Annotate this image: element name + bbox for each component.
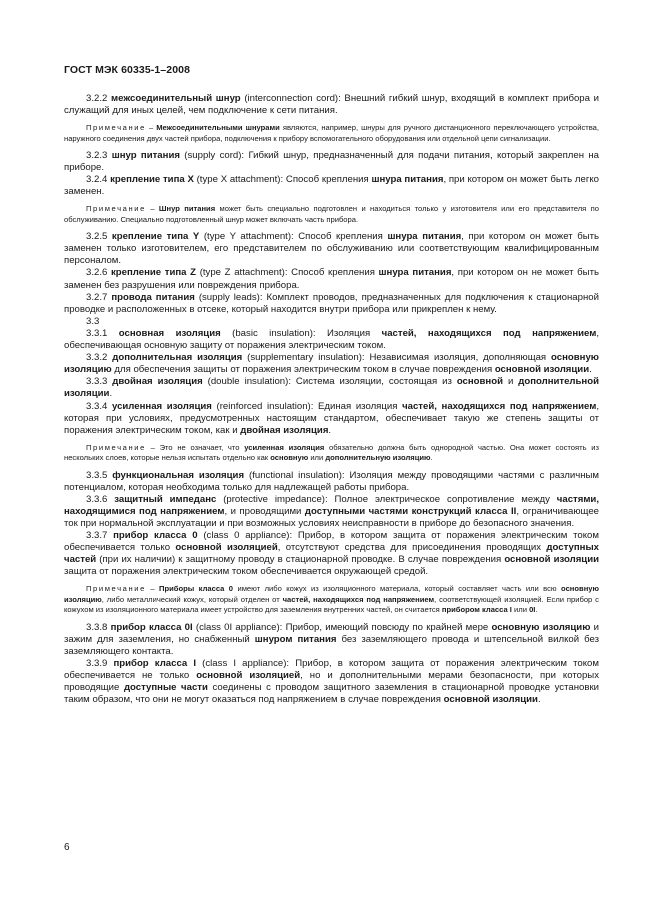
body-text: (protective impedance): Полное электрическое сопротивление между: [216, 493, 557, 505]
body-text: 3.3.1: [86, 327, 119, 339]
term-text: дополнительной изоляции: [64, 376, 599, 400]
body-text: являются, например, шнуры для ручного дистанционного переключающего устройства, наружного соединения двух частей прибора, подключения к прибору вспомогательного оборудования или отдельной цепи сигнализации.: [64, 123, 600, 143]
note-paragraph: [64, 204, 599, 225]
term-text: основной изоляции: [504, 554, 600, 566]
definition-paragraph: [64, 328, 599, 352]
definition-paragraph: [64, 530, 599, 578]
term-text: основной изоляции: [443, 694, 538, 706]
body-text: .: [589, 364, 592, 376]
body-text: , отсутствуют средства для присоединения проводящих: [277, 542, 547, 554]
term-text: двойная изоляция: [112, 376, 203, 388]
term-text: 0I: [529, 605, 536, 615]
page-header: ГОСТ МЭК 60335-1–2008: [64, 64, 191, 76]
term-text: двойная изоляция: [240, 424, 329, 436]
note-label: Примечание: [86, 442, 146, 452]
definition-paragraph: [64, 93, 599, 117]
body-text: (class I appliance): Прибор, в котором защита от поражения электрическим током обеспечивается не только: [64, 657, 599, 682]
term-text: крепление типа Y: [111, 231, 200, 243]
definition-paragraph: [64, 316, 599, 328]
term-text: основную изоляцию: [491, 621, 591, 633]
body-text: 3.3.9: [86, 657, 114, 669]
term-text: усиленная изоляция: [244, 442, 325, 452]
body-text: .: [430, 453, 433, 463]
body-text: или: [308, 453, 326, 463]
body-text: для обеспечения защиты от поражения электрическим током в случае повреждения: [111, 364, 495, 376]
term-text: прибор класса 0: [113, 530, 198, 542]
term-text: основную: [270, 453, 309, 463]
term-text: доступными частями конструкций класса II: [304, 505, 517, 517]
note-label: Примечание: [86, 204, 146, 214]
body-text: защита от поражения электрическим током обеспечивается окружающей средой.: [64, 566, 429, 578]
term-text: провода питания: [111, 291, 195, 303]
term-text: функциональная изоляция: [112, 469, 245, 481]
body-text: (type Y attachment): Способ крепления: [199, 231, 388, 243]
term-text: основной изоляцией: [196, 670, 301, 682]
body-text: без заземляющего провода и штепсельной вилкой без заземляющего контакта.: [64, 633, 600, 657]
term-text: дополнительная изоляция: [112, 352, 243, 364]
term-text: межсоединительный шнур: [111, 93, 241, 104]
term-text: прибор класса 0I: [110, 621, 193, 633]
term-text: частями, находящимися под напряжением: [64, 493, 599, 517]
body-text: (class 0 appliance): Прибор, в котором защита от поражения электрическим током обеспечивается только: [64, 530, 599, 554]
body-text: (type Z attachment): Способ крепления: [196, 267, 379, 279]
body-text: 3.3.7: [86, 530, 114, 542]
body-text: –: [145, 204, 159, 214]
term-text: Шнур питания: [158, 204, 216, 214]
body-text: , ограничивающее ток при нормальной эксплуатации и при возможных условиях неисправности в приборе до безопасного значения.: [64, 505, 599, 529]
body-text: .: [109, 388, 113, 400]
body-text: (при их наличии) к защитному проводу в стационарной проводке. В случае повреждения: [96, 554, 505, 566]
definition-paragraph: [64, 622, 599, 658]
term-text: Межсоединительными шнурами: [156, 123, 280, 133]
definition-paragraph: [64, 470, 599, 494]
term-text: основную изоляцию: [64, 352, 599, 376]
note-label: Примечание: [86, 123, 146, 133]
body-text: 3.3: [86, 315, 100, 327]
term-text: основной изоляции: [494, 364, 590, 376]
body-text: –: [145, 123, 157, 133]
term-text: шнура питания: [378, 267, 452, 279]
term-text: шнура питания: [387, 231, 462, 243]
term-text: шнур питания: [111, 150, 180, 161]
body-text: или: [511, 605, 530, 615]
body-text: 3.3.2: [86, 352, 113, 364]
body-text: , и проводящими: [224, 505, 305, 517]
body-text: , соответствующей изоляцией. Если прибор с кожухом из изоляционного материала имеет устройство для заземления внутренних частей, он считается: [64, 594, 599, 615]
body-text: , при котором он может быть заменен только изготовителем, его представителем по обслуживанию или соответствующим квалифицированным персоналом.: [64, 231, 599, 267]
term-text: крепление типа Z: [111, 267, 197, 279]
body-text: (basic insulation): Изоляция: [220, 327, 382, 339]
note-paragraph: [64, 123, 599, 144]
body-text: 3.2.3: [86, 150, 112, 161]
body-text: соединены с проводом защитного заземления в стационарной проводке установки таким образом, что они не могут оказаться под напряжением в случае повреждения: [64, 682, 600, 706]
term-text: частей, находящихся под напряжением: [381, 327, 597, 339]
body-text: , которая при условиях, предусмотренных настоящим стандартом, обеспечивает такую же степень защиты от поражения электрическим током, как и: [64, 400, 599, 436]
term-text: дополнительную изоляцию: [325, 453, 431, 463]
definition-paragraph: [64, 292, 599, 316]
body-text: (type X attachment): Способ крепления: [193, 174, 372, 186]
body-text: 3.3.6: [86, 493, 115, 505]
body-text: , но и дополнительными мерами безопасности, при которых проводящие: [64, 670, 599, 694]
body-text: 3.3.4: [86, 400, 112, 412]
term-text: шнуром питания: [254, 633, 337, 645]
body-text: , при котором он не может быть заменен без разрушения или повреждения прибора.: [64, 267, 599, 291]
definition-paragraph: [64, 376, 599, 400]
body-text: 3.2.4: [86, 174, 111, 186]
body-text: , обеспечивающая основную защиту от поражения электрическим током.: [64, 327, 600, 352]
body-text: обязательно должна быть однородной частью. Она может состоять из нескольких слоев, которые нельзя испытать отдельно как: [64, 442, 599, 463]
term-text: прибором класса I: [441, 605, 512, 615]
body-text: (interconnection cord): Внешний гибкий шнур, входящий в комплект прибора и служащий для иных целей, чем подключение к сети питания.: [64, 93, 599, 117]
definition-paragraph: [64, 267, 599, 291]
term-text: частей, находящихся под напряжением: [282, 594, 435, 604]
definition-paragraph: [64, 494, 599, 530]
body-text: .: [535, 605, 538, 615]
body-text: и зажим для заземления, но снабженный: [64, 621, 599, 645]
body-text: (class 0I appliance): Прибор, имеющий повсюду по крайней мере: [192, 621, 492, 633]
body-text: , либо металлический кожух, который отделен от: [101, 594, 283, 604]
body-text: – Это не означает, что: [145, 442, 245, 452]
body-text: 3.2.7: [86, 291, 112, 303]
body-text: 3.3.5: [86, 469, 113, 481]
body-text: (double insulation): Система изоляции, состоящая из: [202, 376, 457, 388]
definition-paragraph: [64, 174, 599, 198]
document-body: [64, 93, 599, 706]
body-text: 3.2.2: [86, 93, 112, 104]
term-text: прибор класса I: [113, 657, 197, 669]
note-paragraph: [64, 443, 599, 464]
term-text: частей, находящихся под напряжением: [402, 400, 597, 412]
term-text: основной: [456, 376, 503, 388]
body-text: (supplementary insulation): Независимая изоляция, дополняющая: [242, 352, 552, 364]
term-text: основную изоляцию: [64, 584, 599, 604]
body-text: имеют либо кожух из изоляционного материала, который составляет часть или всю: [233, 584, 562, 594]
body-text: 3.3.8: [86, 621, 111, 633]
term-text: основной изоляцией: [175, 542, 278, 554]
definition-paragraph: [64, 658, 599, 706]
body-text: 3.2.6: [86, 267, 111, 279]
body-text: (functional insulation): Изоляция между проводящими частями с различным потенциалом, которая необходима только для надлежащей работы прибора.: [64, 469, 599, 493]
body-text: и: [503, 376, 519, 388]
body-text: .: [537, 694, 541, 706]
note-label: Примечание: [86, 584, 146, 594]
term-text: защитный импеданс: [114, 493, 217, 505]
term-text: усиленная изоляция: [111, 400, 212, 412]
term-text: доступных частей: [64, 542, 599, 566]
term-text: крепление типа X: [110, 174, 194, 186]
definition-paragraph: [64, 231, 599, 267]
definition-paragraph: [64, 401, 599, 437]
note-paragraph: [64, 584, 599, 615]
term-text: основная изоляция: [118, 327, 221, 339]
body-text: 3.3.3: [86, 376, 113, 388]
body-text: 3.2.5: [86, 231, 112, 243]
page-number: 6: [64, 842, 70, 853]
body-text: (supply cord): Гибкий шнур, предназначенный для подачи питания, который закреплен на приборе.: [64, 150, 599, 174]
body-text: (supply leads): Комплект проводов, предназначенных для подключения к стационарной проводке и расположенных в отсеке, который находится внутри прибора или прикреплен к нему.: [64, 291, 599, 315]
body-text: может быть специально подготовлен и находиться только у изготовителя или его представителя по обслуживанию. Специально подготовленный шнур может включать часть прибора.: [64, 204, 599, 224]
term-text: шнура питания: [371, 174, 444, 186]
body-text: (reinforced insulation): Единая изоляция: [211, 400, 403, 412]
term-text: доступные части: [123, 682, 208, 694]
body-text: –: [145, 584, 160, 594]
body-text: .: [328, 424, 332, 436]
definition-paragraph: [64, 352, 599, 376]
definition-paragraph: [64, 150, 599, 174]
body-text: , при котором он может быть легко заменен.: [64, 174, 599, 198]
term-text: Приборы класса 0: [159, 584, 234, 594]
